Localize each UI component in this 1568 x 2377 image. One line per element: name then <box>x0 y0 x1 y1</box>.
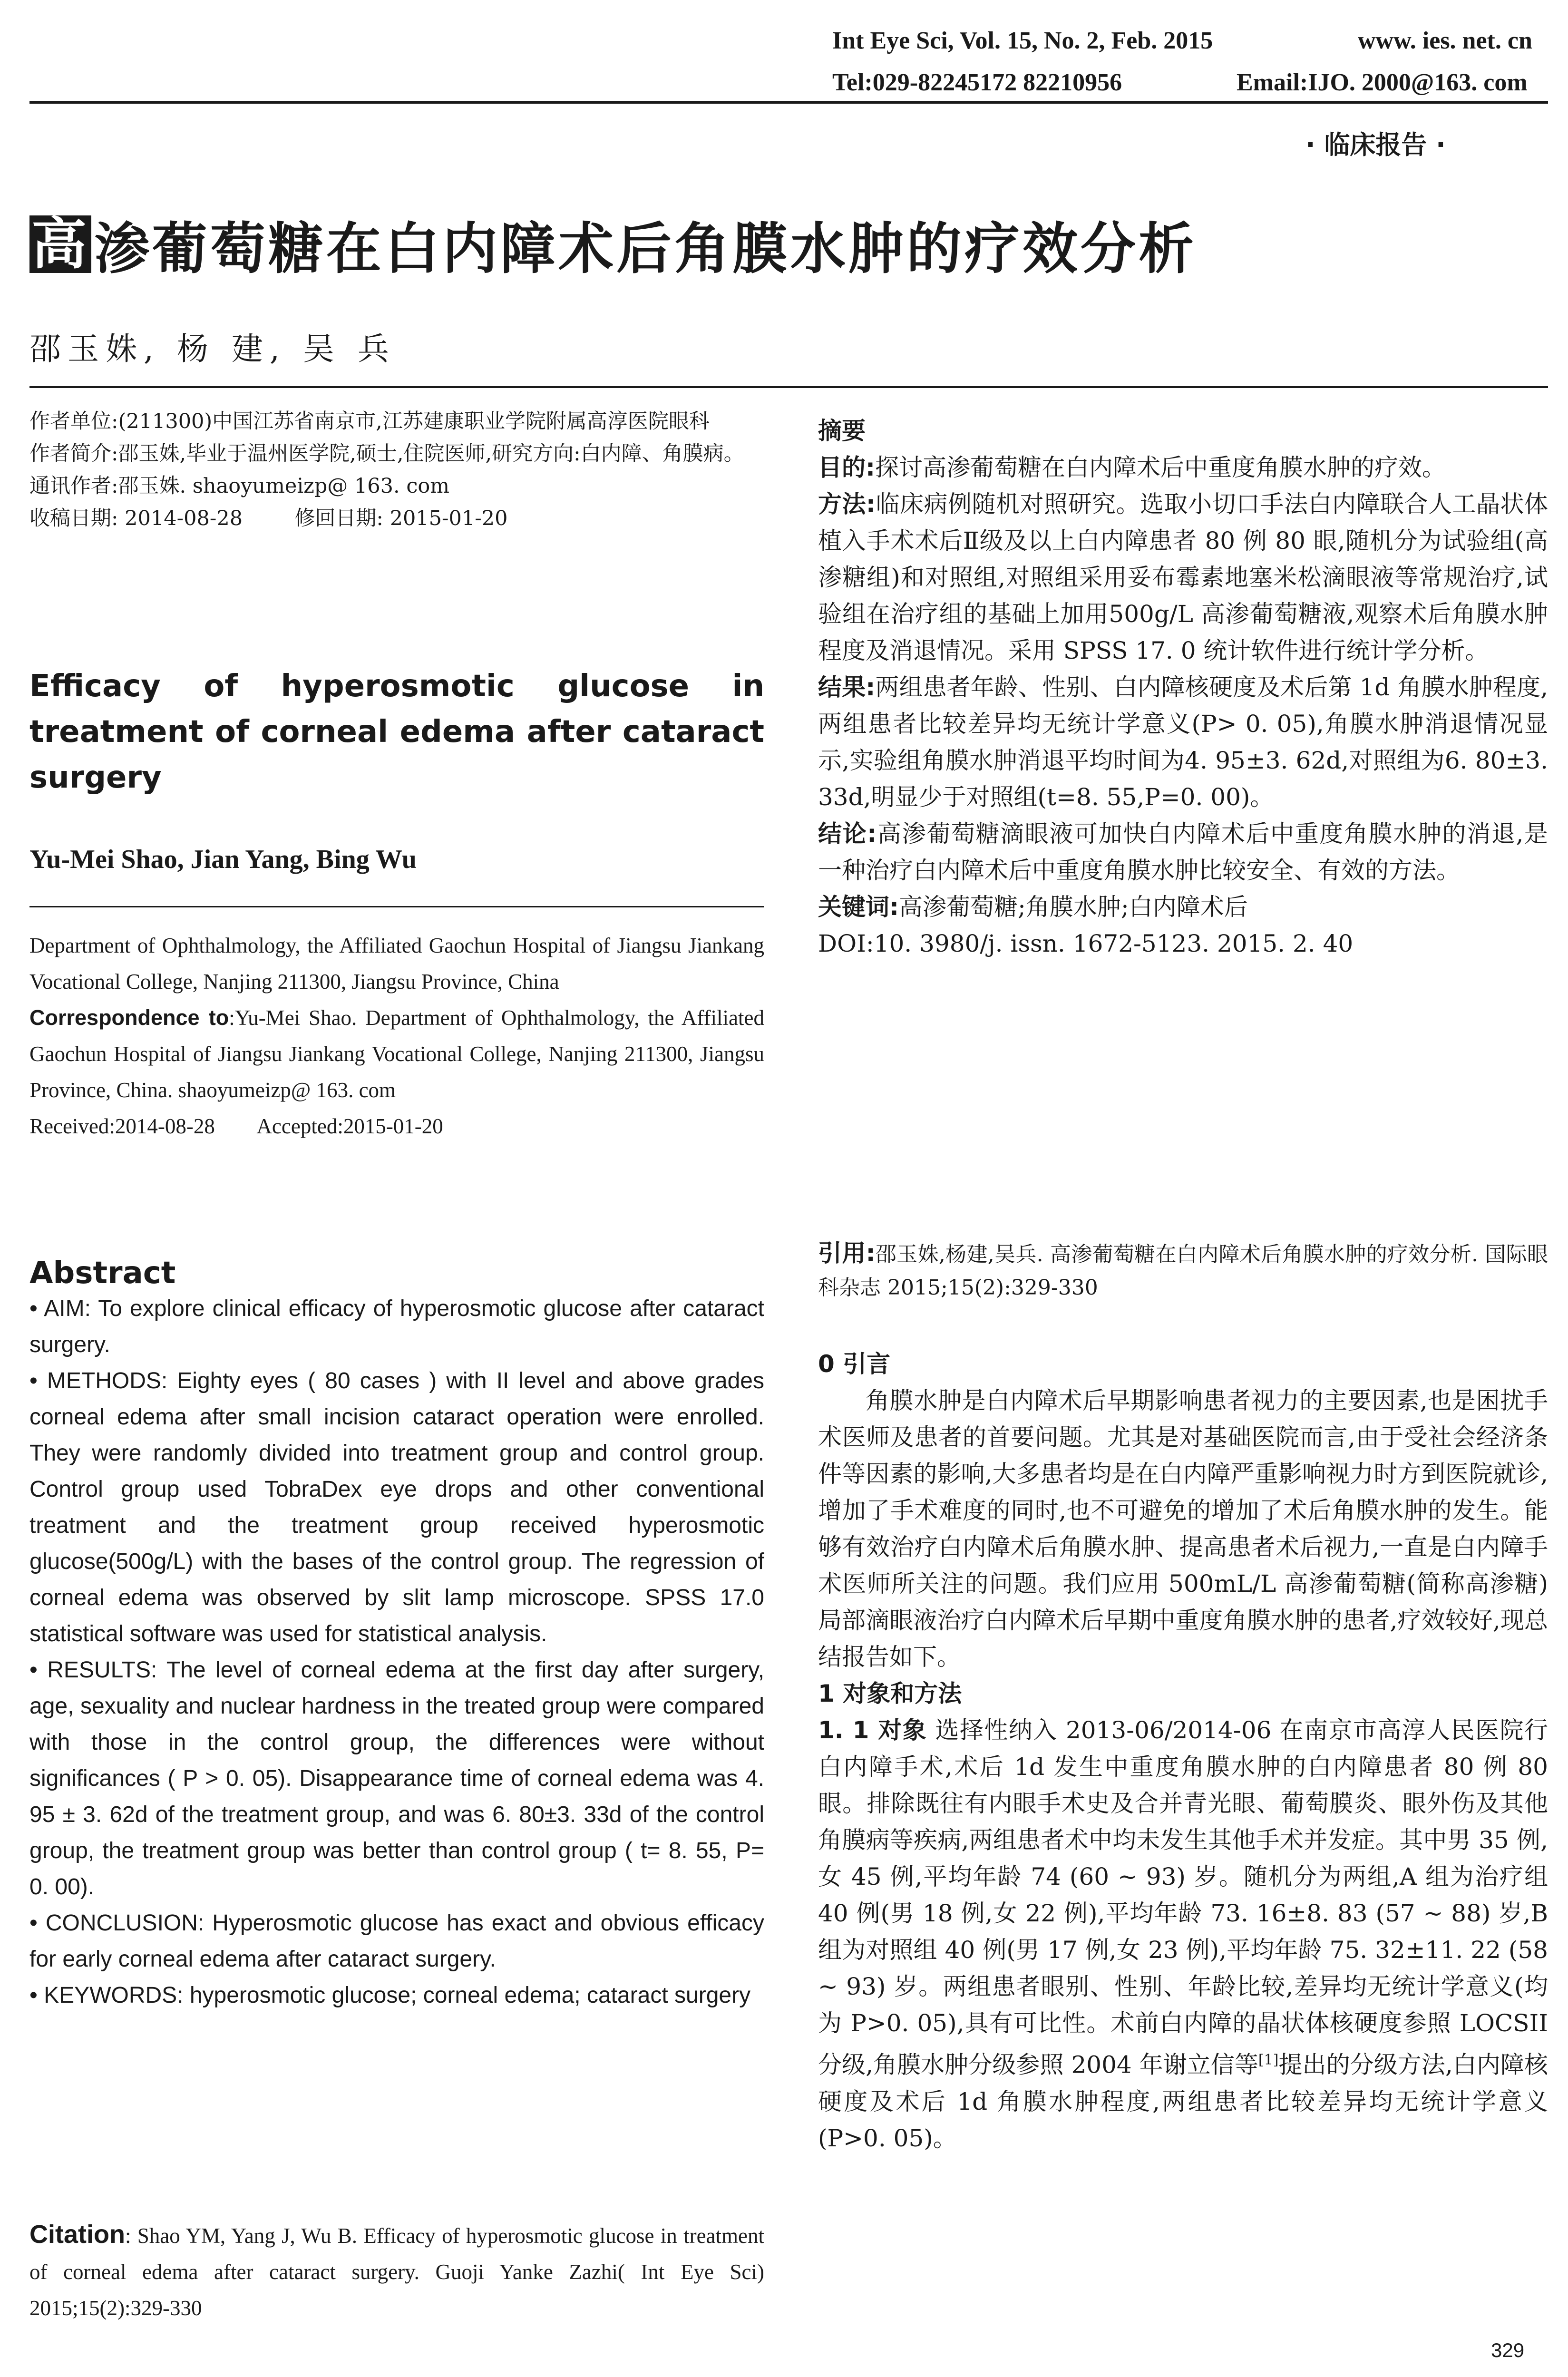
affiliation-block <box>29 405 764 535</box>
correspondence-label: Correspondence to <box>29 1005 229 1030</box>
english-received: Received:2014-08-28 <box>29 1114 215 1138</box>
authors-cn: 邵玉姝, 杨 建, 吴 兵 <box>29 331 396 367</box>
cn-keywords <box>818 889 1548 925</box>
cn-methods <box>818 486 1548 669</box>
english-correspondence <box>29 1000 764 1108</box>
correspondence-text: :Yu-Mei Shao. Department of Ophthalmology, the Affiliated Gaochun Hospital of Jiangsu Jiankang Vocational College, Nanjing 211300, Jiangsu Province, China. shaoyumeizp@ 163. com <box>29 1006 764 1102</box>
subjects-text-end: 提出的分级方法,白内障核硬度及术后 1d 角膜水肿程度,两组患者比较差异均无统计学意义(P>0. 05)。 <box>818 2051 1548 2152</box>
author-bio: 作者简介:邵玉姝,毕业于温州医学院,硕士,住院医师,研究方向:白内障、角膜病。 <box>29 442 744 466</box>
abstract-aim: • AIM: To explore clinical efficacy of hyperosmotic glucose after cataract surgery. <box>29 1296 764 1357</box>
article-title <box>29 205 1197 284</box>
intro-paragraph: 角膜水肿是白内障术后早期影响患者视力的主要因素,也是困扰手术医师及患者的首要问题。尤其是对基础医院而言,由于受社会经济条件等因素的影响,大多患者均是在白内障严重影响视力时方到医院就诊,增加了手术难度的同时,也不可避免的增加了术后角膜水肿的发生。能够有效治疗白内障术后角膜水肿、提高患者术后视力,一直是白内障手术医师所关注的问题。我们应用 500mL/L 高渗葡萄糖(简称高渗糖)局部滴眼液治疗白内障术后早期中重度角膜水肿的患者,疗效较好,现总结报告如下。 <box>818 1387 1548 1671</box>
english-title-block <box>29 663 764 800</box>
cn-methods-label: 方法: <box>818 490 876 518</box>
english-authors: Yu-Mei Shao, Jian Yang, Bing Wu <box>29 845 417 874</box>
cn-aim-text: 探讨高渗葡萄糖在白内障术后中重度角膜水肿的疗效。 <box>875 454 1446 481</box>
citation-text: : Shao YM, Yang J, Wu B. Efficacy of hyperosmotic glucose in treatment of corneal edema after cataract surgery. Guoji Yanke Zazhi( Int Eye Sci) 2015;15(2):329-330 <box>29 2224 764 2320</box>
title-drop-char: 高 <box>29 215 91 273</box>
english-dates <box>29 1108 764 1144</box>
citation-label: Citation <box>29 2220 125 2249</box>
article-body <box>818 1346 1548 2157</box>
authors-rule <box>29 906 764 907</box>
journal-website[interactable]: www. ies. net. cn <box>1358 27 1532 54</box>
intro-heading: 0 引言 <box>818 1350 891 1378</box>
cn-aim-label: 目的: <box>818 454 875 481</box>
english-citation <box>29 2216 764 2326</box>
subjects-paragraph <box>818 1712 1548 2157</box>
english-affiliation-block <box>29 927 764 1144</box>
reference-mark[interactable]: [1] <box>1258 2052 1279 2068</box>
cn-citation-text: 邵玉姝,杨建,吴兵. 高渗葡萄糖在白内障术后角膜水肿的疗效分析. 国际眼科杂志 2015;15(2):329-330 <box>818 1242 1549 1300</box>
page-number: 329 <box>1491 2339 1525 2361</box>
abstract-heading: Abstract <box>29 1256 176 1291</box>
title-rule <box>29 386 1548 388</box>
cn-abstract-heading: 摘要 <box>818 417 866 445</box>
subjects-text: 选择性纳入 2013-06/2014-06 在南京市高淳人民医院行白内障手术,术后 1d 发生中重度角膜水肿的白内障患者 80 例 80 眼。排除既往有内眼手术史及合并青光眼、葡萄膜炎、眼外伤及其他角膜病等疾病,两组患者术中均未发生其他手术并发症。其中男 35 例,女 45 例,平均年龄 74 (60 ~ 93) 岁。随机分为两组,A 组为治疗组 40 例(男 18 例,女 22 例),平均年龄 73. 16±8. 83 (57 ~ 88) 岁,B 组为对照组 40 例(男 17 例,女 23 例),平均年龄 75. 32±11. 22 (58 ~ 93) 岁。两组患者眼别、性别、年龄比较,差异均无统计学意义(均为 P>0. 05),具有可比性。术前白内障的晶状体核硬度参照 LOCSII 分级,角膜水肿分级参照 2004 年谢立信等 <box>818 1716 1548 2079</box>
cn-methods-text: 临床病例随机对照研究。选取小切口手法白内障联合人工晶状体植入手术术后Ⅱ级及以上白内障患者 80 例 80 眼,随机分为试验组(高渗糖组)和对照组,对照组采用妥布霉素地塞米松滴眼液等常规治疗,试验组在治疗组的基础上加用500g/L 高渗葡萄糖液,观察术后角膜水肿程度及消退情况。采用 SPSS 17. 0 统计软件进行统计学分析。 <box>818 490 1548 664</box>
cn-aim <box>818 449 1548 486</box>
journal-info: Int Eye Sci, Vol. 15, No. 2, Feb. 2015 <box>832 27 1213 54</box>
cn-conclusion <box>818 816 1548 889</box>
journal-tel: Tel:029-82245172 82210956 <box>832 69 1122 96</box>
cn-results-text: 两组患者年龄、性别、白内障核硬度及术后第 1d 角膜水肿程度,两组患者比较差异均无统计学意义(P> 0. 05),角膜水肿消退情况显示,实验组角膜水肿消退平均时间为4. 95±3. 62d,对照组为6. 80±3. 33d,明显少于对照组(t=8. 55,P=0. 00)。 <box>818 673 1549 811</box>
methods-heading: 1 对象和方法 <box>818 1680 962 1707</box>
title-text: 渗葡萄糖在白内障术后角膜水肿的疗效分析 <box>94 217 1197 281</box>
corresponding-author: 通讯作者:邵玉姝. shaoyumeizp@ 163. com <box>29 474 450 498</box>
subjects-label: 1. 1 对象 <box>818 1716 927 1744</box>
dates-line <box>29 502 764 535</box>
cn-citation <box>818 1237 1548 1305</box>
cn-keywords-label: 关键词: <box>818 893 899 921</box>
cn-results-label: 结果: <box>818 673 876 701</box>
journal-email[interactable]: Email:IJO. 2000@163. com <box>1237 69 1528 96</box>
cn-citation-label: 引用: <box>818 1239 876 1267</box>
english-title: Efficacy of hyperosmotic glucose in treatment of corneal edema after cataract surgery <box>29 669 764 795</box>
revised-date: 修回日期: 2015-01-20 <box>294 507 508 530</box>
english-department: Department of Ophthalmology, the Affiliated Gaochun Hospital of Jiangsu Jiankang Vocational College, Nanjing 211300, Jiangsu Province, China <box>29 934 764 994</box>
header-rule <box>29 101 1548 104</box>
section-tag: · 临床报告 · <box>1305 130 1446 160</box>
cn-keywords-text: 高渗葡萄糖;角膜水肿;白内障术后 <box>899 893 1248 921</box>
received-date: 收稿日期: 2014-08-28 <box>29 507 243 530</box>
author-unit: 作者单位:(211300)中国江苏省南京市,江苏建康职业学院附属高淳医院眼科 <box>29 409 710 433</box>
cn-doi[interactable]: DOI:10. 3980/j. issn. 1672-5123. 2015. 2. 40 <box>818 930 1354 957</box>
cn-conclusion-label: 结论: <box>818 820 877 848</box>
abstract-methods: • METHODS: Eighty eyes ( 80 cases ) with II level and above grades corneal edema after small incision cataract operation were enrolled. They were randomly divided into treatment group and control group. Control group used TobraDex eye drops and other conventional treatment and the treatment group received hyperosmotic glucose(500g/L) with the bases of the control group. The regression of corneal edema was observed by slit lamp microscope. SPSS 17.0 statistical software was used for statistical analysis. <box>29 1368 764 1646</box>
abstract-keywords: • KEYWORDS: hyperosmotic glucose; corneal edema; cataract surgery <box>29 1983 751 2008</box>
english-authors-block <box>29 844 764 875</box>
chinese-abstract <box>818 413 1548 962</box>
english-abstract <box>29 1256 764 2014</box>
abstract-conclusion: • CONCLUSION: Hyperosmotic glucose has exact and obvious efficacy for early corneal edema after cataract surgery. <box>29 1910 764 1972</box>
cn-conclusion-text: 高渗葡萄糖滴眼液可加快白内障术后中重度角膜水肿的消退,是一种治疗白内障术后中重度角膜水肿比较安全、有效的方法。 <box>818 820 1548 884</box>
cn-results <box>818 669 1548 816</box>
english-accepted: Accepted:2015-01-20 <box>256 1114 443 1138</box>
abstract-results: • RESULTS: The level of corneal edema at the first day after surgery, age, sexuality and nuclear hardness in the treated group were compared with those in the control group, the differences were without significances ( P > 0. 05). Disappearance time of corneal edema was 4. 95 ± 3. 62d of the treatment group, and was 6. 80±3. 33d of the control group, the treatment group was better than control group ( t= 8. 55, P= 0. 00). <box>29 1657 764 1900</box>
